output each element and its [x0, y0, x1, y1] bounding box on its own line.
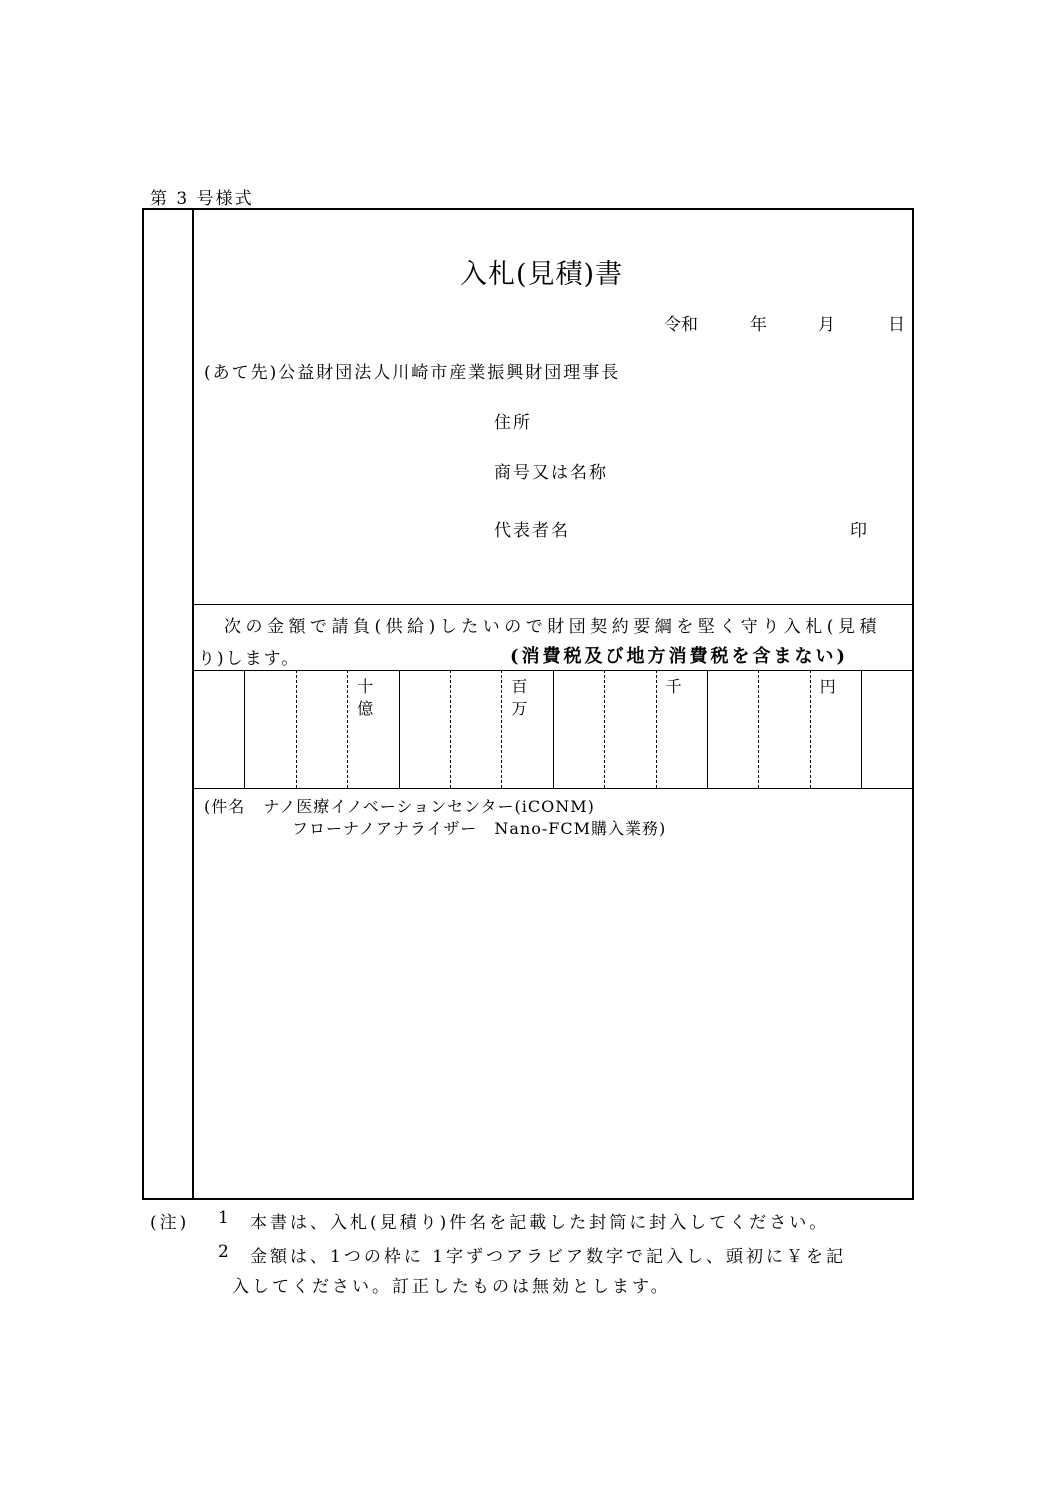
amount-digit-box[interactable]	[605, 670, 656, 788]
subject-line-2: フローナノアナライザー Nano-FCM購入業務)	[292, 819, 667, 838]
note-1-text: 本書は、入札(見積り)件名を記載した封筒に封入してください。	[250, 1213, 830, 1233]
amount-digit-box[interactable]	[759, 670, 810, 788]
note-2-number: 2	[218, 1242, 232, 1262]
amount-digit-box[interactable]	[811, 670, 862, 788]
subject-label: (件名	[204, 797, 246, 816]
note-1-number: 1	[218, 1208, 232, 1228]
tax-exclusion-note: (消費税及び地方消費税を含まない)	[510, 646, 849, 667]
seal-mark: 印	[850, 521, 867, 541]
unit-label: 円	[819, 677, 836, 696]
company-name-label: 商号又は名称	[494, 463, 608, 483]
form-title: 入札(見積)書	[460, 259, 624, 290]
amount-digit-box[interactable]	[245, 670, 296, 788]
date-year: 年	[750, 315, 767, 335]
declaration-line-2: り)します。	[198, 649, 301, 669]
subject-name: ナノ医療イノベーションセンター(iCONM)	[263, 797, 595, 816]
amount-digit-box[interactable]	[194, 670, 245, 788]
subject-line-1	[204, 794, 595, 817]
form-label: 第 3 号様式	[150, 189, 254, 209]
notes-label: (注)	[150, 1213, 190, 1233]
note-2-text: 金額は、1つの枠に 1字ずつアラビア数字で記入し、頭初に￥を記	[250, 1247, 847, 1267]
date-month: 月	[818, 315, 835, 335]
amount-digit-box[interactable]	[862, 670, 913, 788]
amount-digit-box[interactable]	[708, 670, 759, 788]
amount-digit-box[interactable]	[297, 670, 348, 788]
amount-digit-box[interactable]	[400, 670, 451, 788]
unit-label: 千	[665, 677, 682, 696]
amount-digit-box[interactable]	[657, 670, 708, 788]
amount-bottom-border	[194, 788, 912, 789]
address-label: 住所	[494, 413, 532, 433]
amount-digit-box[interactable]	[451, 670, 502, 788]
amount-digit-box[interactable]	[348, 670, 399, 788]
side-strip	[144, 210, 194, 1198]
representative-label: 代表者名	[494, 521, 570, 541]
date-era: 令和	[664, 315, 698, 335]
note-2-continuation: 入してください。訂正したものは無効とします。	[232, 1277, 671, 1297]
unit-label: 百万	[511, 677, 528, 718]
unit-label: 十億	[357, 677, 374, 718]
declaration-line-1: 次の金額で請負(供給)したいので財団契約要綱を堅く守り入札(見積	[224, 617, 881, 637]
section-divider	[194, 604, 912, 605]
amount-digit-box[interactable]	[502, 670, 553, 788]
date-day: 日	[888, 315, 905, 335]
addressee: (あて先)公益財団法人川崎市産業振興財団理事長	[204, 363, 621, 383]
amount-boxes	[194, 670, 914, 788]
amount-digit-box[interactable]	[554, 670, 605, 788]
bid-form-frame	[142, 208, 914, 1200]
